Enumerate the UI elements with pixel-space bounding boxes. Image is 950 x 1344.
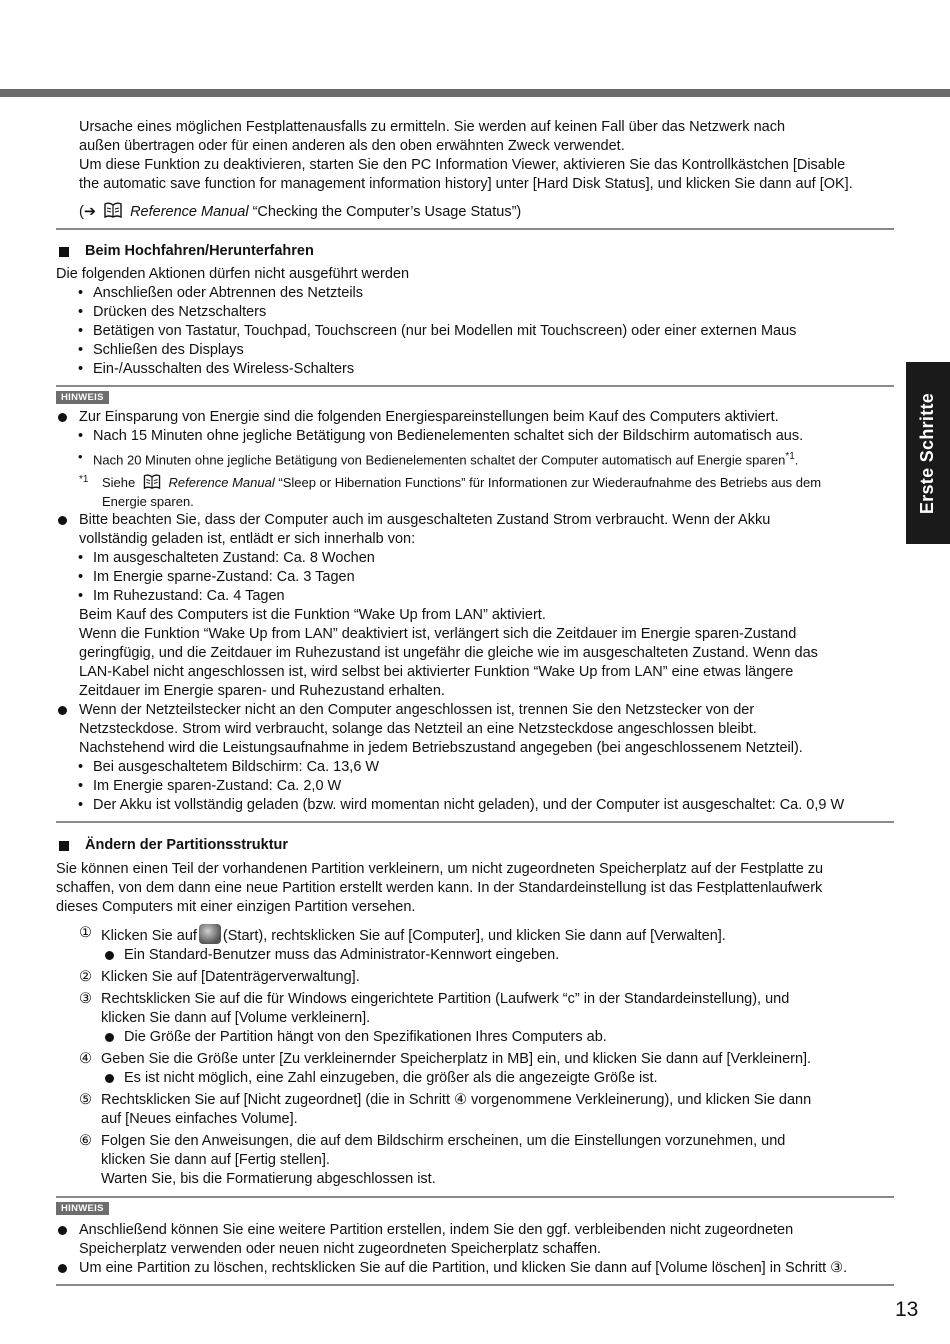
divider [56, 228, 894, 230]
step-item: ③ Rechtsklicken Sie auf die für Windows eingerichtete Partition (Laufwerk “c” in der Standardeinstellung), und klicken Sie dann auf [Volume verkleinern]. [79, 991, 790, 1027]
bullet-dot-icon [58, 1226, 67, 1235]
list-item: • Nach 20 Minuten ohne jegliche Betätigung von Bedienelementen schaltet der Computer automatisch auf Energie sparen$^{*1}$. [78, 449, 799, 468]
book-icon [103, 201, 123, 219]
list-item: • Im ausgeschalteten Zustand: Ca. 8 Wochen [78, 550, 375, 567]
page-content [56, 118, 894, 1286]
note-bullet: Wenn der Netzteilstecker nicht an den Computer angeschlossen ist, trennen Sie den Netzstecker von der Netzsteckdose. Strom wird verbraucht, solange das Netzteil an eine Netzsteckdose angeschlossen bleibt. Nachstehend wird die Leistungsaufnahme in jedem Betriebszustand angegeben (bei angeschlossenem Netzteil). [56, 701, 894, 758]
list-item: • Betätigen von Tastatur, Touchpad, Touchscreen (nur bei Modellen mit Touchscreen) oder einer externen Maus [78, 323, 797, 339]
list-item: • Im Energie sparen-Zustand: Ca. 2,0 W [78, 778, 342, 795]
chapter-side-tab-label: Erste Schritte [917, 392, 938, 514]
section-heading: Ändern der Partitionsstruktur [56, 836, 894, 855]
step-note: Ein Standard-Benutzer muss das Administrator-Kennwort eingeben. [56, 946, 894, 965]
list-item: • Anschließen oder Abtrennen des Netzteils [78, 285, 364, 301]
book-icon [142, 473, 162, 490]
divider [56, 821, 894, 823]
bullet-dot-icon [58, 516, 67, 525]
list-item: • Nach 15 Minuten ohne jegliche Betätigung von Bedienelementen schaltet sich der Bildschirm automatisch aus. [78, 428, 804, 444]
list-item: • Drücken des Netzschalters [78, 304, 267, 320]
bullet-dot-icon [58, 413, 67, 422]
intro-line: the automatic save function for management information history] unter [Hard Disk Status], und klicken Sie dann auf [OK]. [79, 176, 853, 192]
windows-start-icon [199, 924, 221, 944]
step-item: ④ Geben Sie die Größe unter [Zu verkleinernder Speicherplatz in MB] ein, und klicken Sie dann auf [Verkleinern]. [79, 1051, 812, 1068]
note-bullet: Zur Einsparung von Energie sind die folgenden Energiespareinstellungen beim Kauf des Computers aktiviert. [56, 408, 894, 427]
note-bullet: Anschließend können Sie eine weitere Partition erstellen, indem Sie den ggf. verbleibenden nicht zugeordneten Speicherplatz verwenden oder neuen nicht zugeordneten Speicherplatz schaffen. [56, 1221, 894, 1259]
note-bullet: Bitte beachten Sie, dass der Computer auch im ausgeschalteten Zustand Strom verbraucht. Wenn der Akku vollständig geladen ist, entlädt er sich innerhalb von: [56, 511, 894, 549]
list-item: • Bei ausgeschaltetem Bildschirm: Ca. 13,6 W [78, 759, 380, 776]
note-box [56, 1198, 894, 1278]
bullet-dot-icon [105, 951, 114, 960]
section-lead: Sie können einen Teil der vorhandenen Partition verkleinern, um nicht zugeordneten Speicherplatz auf der Festplatte zu schaffen, von dem dann eine neue Partition erstellt werden kann. In der Standardeinstellung ist das Festplattenlaufwerk dieses Computers mit einer einzigen Partition versehen. [56, 861, 824, 916]
page-number: 13 [895, 1298, 919, 1321]
step-item: ② Klicken Sie auf [Datenträgerverwaltung]. [79, 969, 360, 986]
bullet-dot-icon [58, 706, 67, 715]
square-bullet-icon [59, 841, 69, 851]
step-item: ⑥ Folgen Sie den Anweisungen, die auf dem Bildschirm erscheinen, um die Einstellungen vorzunehmen, und klicken Sie dann auf [Fertig stellen]. Warten Sie, bis die Formatierung abgeschlossen ist. [79, 1133, 786, 1188]
manual-name: Reference Manual [168, 475, 275, 491]
top-header-bar [0, 89, 950, 97]
note-bullet: Um eine Partition zu löschen, rechtsklicken Sie auf die Partition, und klicken Sie dann auf [Volume löschen] in Schritt ③. [56, 1259, 894, 1278]
footnote-mark: *1 [79, 474, 89, 486]
reference-link: (➔ Reference Manual “Checking the Computer’s Usage Status”) [79, 201, 894, 222]
list-item: • Im Energie sparne-Zustand: Ca. 3 Tagen [78, 569, 355, 586]
step-item: ① Klicken Sie auf (Start), rechtsklicken Sie auf [Computer], und klicken Sie dann auf [Verwalten]. [79, 925, 726, 945]
arrow-right-icon: ➔ [83, 204, 96, 220]
note-box [56, 387, 894, 815]
section-lead: Die folgenden Aktionen dürfen nicht ausgeführt werden [56, 266, 410, 282]
note-text: Beim Kauf des Computers ist die Funktion “Wake Up from LAN” aktiviert. Wenn die Funktion “Wake Up from LAN” deaktiviert ist, verlängert sich die Zeitdauer im Energie sparen-Zustand geringfügig, und die Zeitdauer im Ruhezustand ist ungefähr die gleiche wie im ausgeschalteten Zustand. Wenn das LAN-Kabel nicht angeschlossen ist, wird selbst bei aktivierter Funktion “Wake Up from LAN” eine etwas längere Zeitdauer im Energie sparen- und Ruhezustand erhalten. [79, 607, 818, 700]
list-item: • Ein-/Ausschalten des Wireless-Schalters [78, 361, 355, 377]
intro-line: Ursache eines möglichen Festplattenausfalls zu ermitteln. Sie werden auf keinen Fall über das Netzwerk nach [79, 119, 786, 135]
bullet-dot-icon [58, 1264, 67, 1273]
intro-line: außen übertragen oder für einen anderen als den oben erwähnten Zweck verwendet. [79, 138, 625, 154]
chapter-side-tab [906, 362, 950, 544]
divider [56, 1284, 894, 1286]
section-heading: Beim Hochfahren/Herunterfahren [56, 242, 894, 261]
bullet-dot-icon [105, 1033, 114, 1042]
list-item: • Im Ruhezustand: Ca. 4 Tagen [78, 588, 285, 605]
note-label: HINWEIS [56, 1202, 109, 1215]
footnote: *1 Siehe Reference Manual “Sleep or Hibernation Functions” für Informationen zur Wiederaufnahme des Betriebs aus dem Energie sparen. [56, 473, 894, 511]
list-item: • Schließen des Displays [78, 342, 244, 358]
bullet-dot-icon [105, 1074, 114, 1083]
step-note: Die Größe der Partition hängt von den Spezifikationen Ihres Computers ab. [56, 1028, 894, 1047]
square-bullet-icon [59, 247, 69, 257]
step-item: ⑤ Rechtsklicken Sie auf [Nicht zugeordnet] (die in Schritt ④ vorgenommene Verkleinerung), und klicken Sie dann auf [Neues einfaches Volume]. [79, 1092, 812, 1128]
intro-line: Um diese Funktion zu deaktivieren, starten Sie den PC Information Viewer, aktivieren Sie das Kontrollkästchen [Disable [79, 157, 846, 173]
section-partition [56, 836, 894, 1189]
manual-name: Reference Manual [130, 204, 249, 220]
list-item: • Der Akku ist vollständig geladen (bzw. wird momentan nicht geladen), und der Computer ist ausgeschaltet: Ca. 0,9 W [78, 797, 845, 814]
step-note: Es ist nicht möglich, eine Zahl einzugeben, die größer als die angezeigte Größe ist. [56, 1069, 894, 1088]
section-startup-shutdown [56, 242, 894, 379]
intro-paragraph [56, 118, 894, 222]
note-label: HINWEIS [56, 391, 109, 404]
